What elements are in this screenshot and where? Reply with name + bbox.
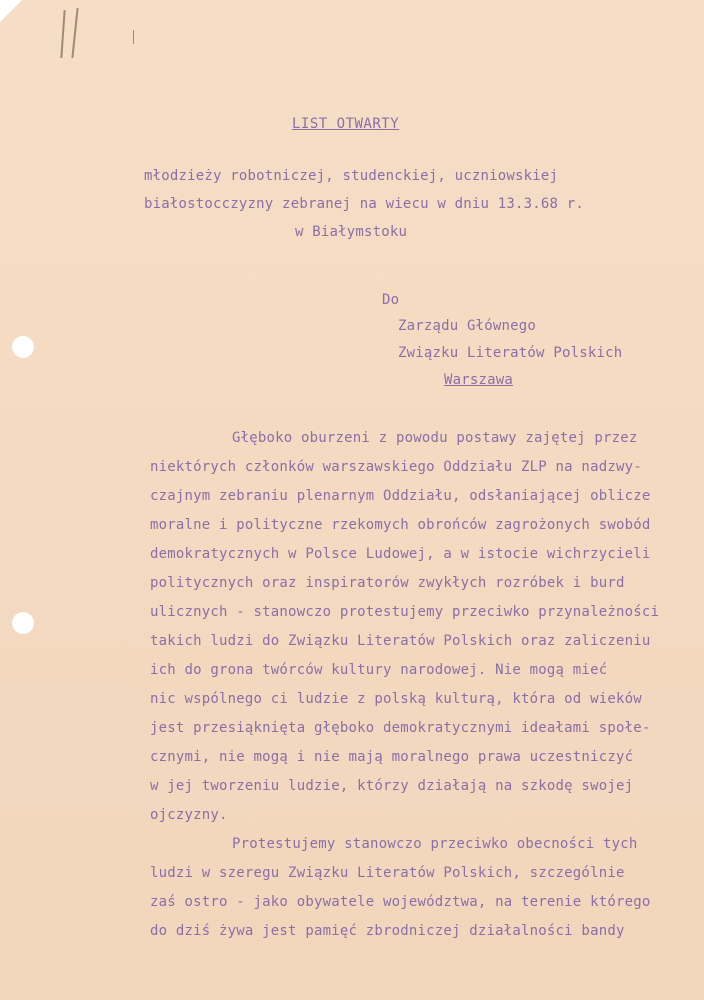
body-line-13: w jej tworzeniu ludzie, którzy działają na szkodę swojej	[150, 778, 634, 794]
intro-line-1: młodzieży robotniczej, studenckiej, uczniowskiej	[144, 168, 559, 184]
body-line-14: ojczyzny.	[150, 807, 228, 823]
torn-corner	[0, 0, 22, 22]
paper-mark	[60, 10, 65, 58]
body-line-8: takich ludzi do Związku Literatów Polskich oraz zaliczeniu	[150, 633, 651, 649]
body-line-18: do dziś żywa jest pamięć zbrodniczej działalności bandy	[150, 923, 625, 939]
body-line-16: ludzi w szeregu Związku Literatów Polskich, szczególnie	[150, 865, 625, 881]
body-line-6: politycznych oraz inspiratorów zwykłych rozróbek i burd	[150, 575, 625, 591]
body-line-7: ulicznych - stanowczo protestujemy przeciwko przynależności	[150, 604, 660, 620]
body-line-17: zaś ostro - jako obywatele województwa, na terenie którego	[150, 894, 651, 910]
addressee-line-1: Zarządu Głównego	[398, 318, 537, 334]
body-line-1: Głęboko oburzeni z powodu postawy zajętej przez	[232, 430, 638, 446]
body-line-3: czajnym zebraniu plenarnym Oddziału, odsłaniającej oblicze	[150, 488, 651, 504]
punch-hole-bottom	[12, 612, 34, 634]
addressee-city: Warszawa	[444, 372, 514, 388]
body-line-9: ich do grona twórców kultury narodowej. Nie mogą mieć	[150, 662, 608, 678]
intro-line-3: w Białymstoku	[295, 224, 408, 240]
paper-mark	[71, 8, 78, 58]
body-line-11: jest przesiąknięta głęboko demokratycznymi ideałami społe-	[150, 720, 651, 736]
body-line-5: demokratycznych w Polsce Ludowej, a w istocie wichrzycieli	[150, 546, 651, 562]
body-line-10: nic wspólnego ci ludzie z polską kulturą, która od wieków	[150, 691, 642, 707]
letter-title: LIST OTWARTY	[292, 116, 400, 132]
addressee-line-2: Związku Literatów Polskich	[398, 345, 623, 361]
body-line-2: niektórych członków warszawskiego Oddziału ZLP na nadzwy-	[150, 459, 642, 475]
paper-mark	[133, 30, 134, 44]
body-line-15: Protestujemy stanowczo przeciwko obecności tych	[232, 836, 638, 852]
body-line-12: cznymi, nie mogą i nie mają moralnego prawa uczestniczyć	[150, 749, 634, 765]
addressee-prefix: Do	[382, 292, 400, 308]
body-line-4: moralne i polityczne rzekomych obrońców zagrożonych swobód	[150, 517, 651, 533]
intro-line-2: białostocczyzny zebranej na wiecu w dniu 13.3.68 r.	[144, 196, 585, 212]
punch-hole-top	[12, 336, 34, 358]
